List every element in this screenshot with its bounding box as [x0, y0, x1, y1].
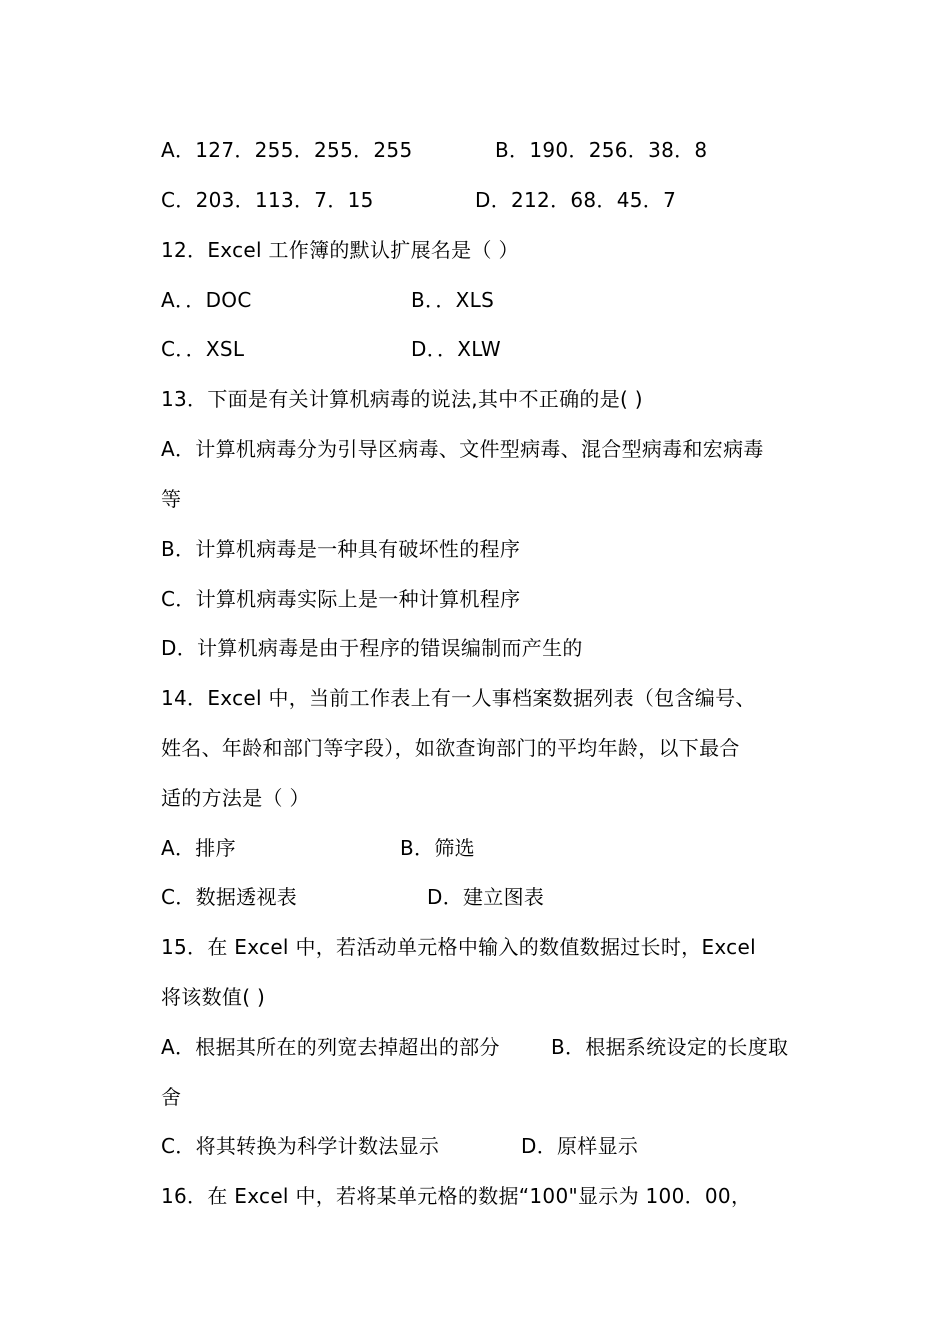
- q14-stem-line3: 适的方法是（ ）: [161, 786, 310, 810]
- q11-option-b: B．190．256．38．8: [495, 138, 708, 162]
- q14-option-c: C．数据透视表: [161, 885, 298, 909]
- q14-option-d: D．建立图表: [427, 885, 545, 909]
- q16-stem-line1: 16．在 Excel 中，若将某单元格的数据“100"显示为 100．00，: [161, 1184, 752, 1208]
- q13-option-d: D．计算机病毒是由于程序的错误编制而产生的: [161, 636, 583, 660]
- q11-option-c: C．203．113．7．15: [161, 188, 374, 212]
- q14-stem-line2: 姓名、年龄和部门等字段），如欲查询部门的平均年龄，以下最合: [161, 736, 740, 760]
- q13-option-c: C．计算机病毒实际上是一种计算机程序: [161, 587, 521, 611]
- q12-option-d: D．．XLW: [411, 337, 501, 361]
- q14-option-b: B．筛选: [400, 836, 475, 860]
- q15-stem-line1: 15．在 Excel 中，若活动单元格中输入的数值数据过长时，Excel: [161, 935, 756, 959]
- q15-option-c: C．将其转换为科学计数法显示: [161, 1134, 440, 1158]
- q13-option-a-line1: A．计算机病毒分为引导区病毒、文件型病毒、混合型病毒和宏病毒: [161, 437, 764, 461]
- q13-stem: 13．下面是有关计算机病毒的说法,其中不正确的是( ): [161, 387, 643, 411]
- q11-option-a: A．127．255．255．255: [161, 138, 413, 162]
- q15-option-a: A．根据其所在的列宽去掉超出的部分: [161, 1035, 500, 1059]
- q14-option-a: A．排序: [161, 836, 236, 860]
- q12-stem: 12．Excel 工作簿的默认扩展名是（ ）: [161, 238, 519, 262]
- q15-stem-line2: 将该数值( ): [161, 985, 266, 1009]
- q12-option-c: C．．XSL: [161, 337, 245, 361]
- q15-option-d: D．原样显示: [521, 1134, 639, 1158]
- q14-stem-line1: 14．Excel 中，当前工作表上有一人事档案数据列表（包含编号、: [161, 686, 756, 710]
- q13-option-b: B．计算机病毒是一种具有破坏性的程序: [161, 537, 521, 561]
- q12-option-b: B．．XLS: [411, 288, 495, 312]
- q12-option-a: A．．DOC: [161, 288, 252, 312]
- q15-option-b-continuation: 舍: [161, 1085, 182, 1109]
- q15-option-b: B．根据系统设定的长度取: [551, 1035, 789, 1059]
- q13-option-a-line2: 等: [161, 487, 182, 511]
- q11-option-d: D．212．68．45．7: [475, 188, 677, 212]
